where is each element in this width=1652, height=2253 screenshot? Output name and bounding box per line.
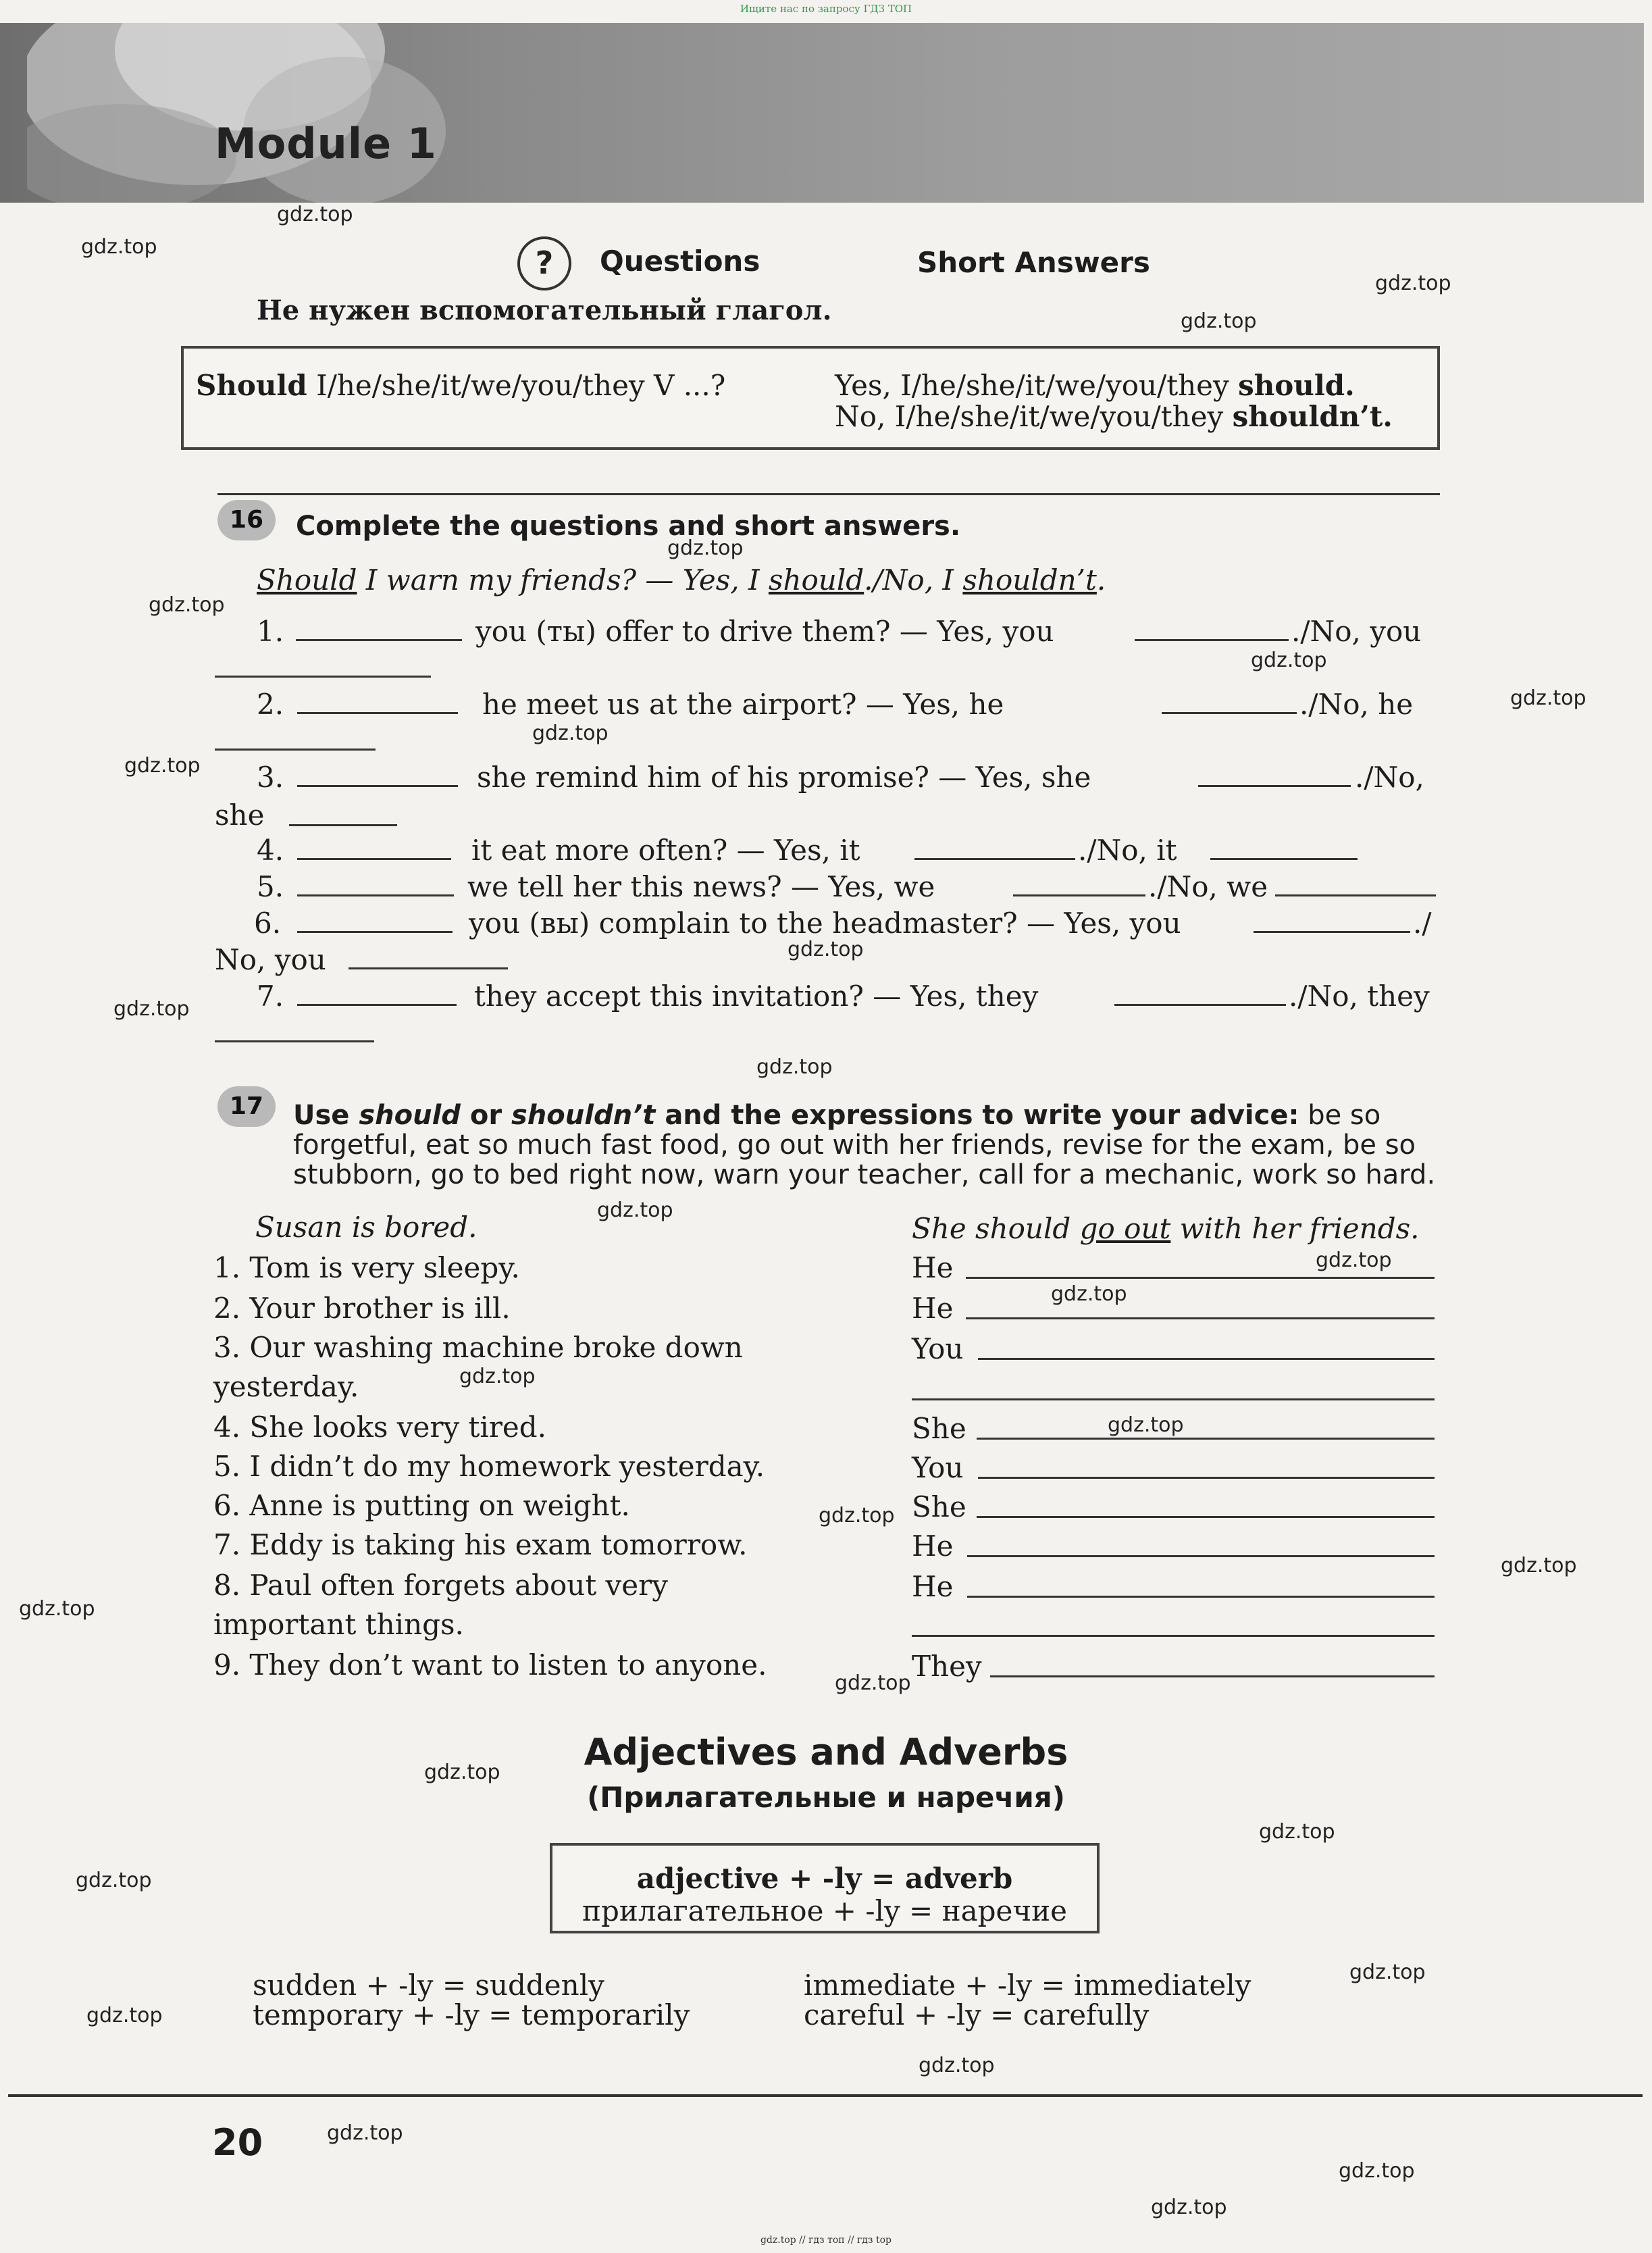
- ex17-example-advice: [912, 1212, 1420, 1245]
- question-mark-icon: ?: [517, 236, 571, 290]
- ex17-situation-wrap: important things.: [213, 1608, 464, 1641]
- ex16-item-text: you (вы) complain to the headmaster? — Yes, you: [469, 907, 1181, 940]
- watermark: gdz.top: [1259, 1820, 1335, 1844]
- ex16-answer-blank[interactable]: [1254, 931, 1410, 933]
- ex17-situation-wrap: yesterday.: [213, 1370, 359, 1403]
- ex16-answer-blank[interactable]: [297, 712, 458, 714]
- grammar-note: Не нужен вспомогательный глагол.: [257, 295, 832, 326]
- ex17-subject: They: [912, 1650, 982, 1683]
- ex17-instruction-part: should: [359, 1100, 461, 1131]
- ex16-answer-blank[interactable]: [297, 1004, 457, 1006]
- watermark: gdz.top: [835, 1671, 911, 1695]
- example-question-rest: I warn my friends? — Yes, I: [357, 563, 769, 597]
- ex16-answer-blank[interactable]: [1013, 894, 1145, 896]
- ex16-item-number: 5.: [257, 870, 284, 903]
- ex16-answer-blank[interactable]: [1135, 639, 1289, 641]
- example-advice-pre: She should: [912, 1212, 1080, 1245]
- top-search-link[interactable]: Ищите нас по запросу ГДЗ ТОП: [740, 3, 912, 15]
- example-mid: ./No, I: [864, 563, 963, 597]
- section-divider: [217, 493, 1440, 495]
- watermark: gdz.top: [277, 203, 353, 226]
- ex16-item-number: 3.: [257, 761, 284, 794]
- adverb-example: sudden + -ly = suddenly: [253, 1969, 604, 2002]
- watermark: gdz.top: [667, 536, 744, 560]
- rule-yes-answer: [835, 369, 1355, 402]
- watermark: gdz.top: [756, 1055, 833, 1079]
- ex16-item-tail: ./No, he: [1299, 688, 1414, 721]
- ex16-item-number: 1.: [257, 615, 284, 648]
- adverb-example: immediate + -ly = immediately: [804, 1969, 1251, 2002]
- ex17-answer-line[interactable]: [978, 1477, 1435, 1479]
- watermark: gdz.top: [1501, 1554, 1577, 1577]
- exercise-17-instruction: [293, 1100, 1380, 1131]
- watermark: gdz.top: [1151, 2196, 1227, 2219]
- ex17-subject: You: [912, 1451, 964, 1484]
- rule-question-rest: I/he/she/it/we/you/they V ...?: [316, 369, 726, 402]
- example-yes-word: should: [768, 563, 864, 597]
- exercise-16-badge: 16: [217, 500, 276, 540]
- watermark: gdz.top: [1051, 1282, 1127, 1306]
- ex16-answer-blank[interactable]: [297, 894, 454, 896]
- ex17-instruction-part: or: [460, 1100, 511, 1131]
- watermark: gdz.top: [86, 2004, 163, 2027]
- watermark: gdz.top: [1349, 1960, 1426, 1984]
- ex16-answer-blank[interactable]: [289, 824, 397, 826]
- ex17-situation: 4. She looks very tired.: [213, 1411, 547, 1444]
- rule-no-prefix: No, I/he/she/it/we/you/they: [835, 400, 1224, 433]
- watermark: gdz.top: [819, 1504, 895, 1527]
- ex17-situation: 8. Paul often forgets about very: [213, 1569, 668, 1602]
- ex17-answer-line[interactable]: [978, 1358, 1435, 1360]
- watermark: gdz.top: [113, 997, 190, 1021]
- rule-no-answer: [835, 400, 1393, 433]
- ex17-situation: 2. Your brother is ill.: [213, 1292, 511, 1325]
- ex16-item-tail: ./No, you: [1291, 615, 1422, 648]
- ex16-item-text: he meet us at the airport? — Yes, he: [482, 688, 1004, 721]
- ex16-item-text: she remind him of his promise? — Yes, she: [477, 761, 1091, 794]
- ex17-situation: 5. I didn’t do my homework yesterday.: [213, 1450, 765, 1483]
- ex16-item-text: it eat more often? — Yes, it: [471, 834, 860, 867]
- example-end: .: [1096, 563, 1106, 597]
- questions-heading: Questions: [600, 245, 760, 278]
- ex16-item-number: 7.: [257, 980, 284, 1013]
- ex16-answer-blank[interactable]: [297, 785, 458, 787]
- ex17-situation: 1. Tom is very sleepy.: [213, 1251, 520, 1284]
- ex17-situation: 9. They don’t want to listen to anyone.: [213, 1648, 767, 1681]
- ex17-answer-line[interactable]: [967, 1596, 1435, 1598]
- ex17-subject: He: [912, 1251, 954, 1284]
- ex17-situation: 6. Anne is putting on weight.: [213, 1489, 630, 1522]
- ex17-instruction-part: Use: [293, 1100, 359, 1131]
- ex16-item-tail: ./No, it: [1078, 834, 1177, 867]
- ex17-answer-line[interactable]: [977, 1438, 1435, 1440]
- ex16-item-tail: ./No,: [1355, 761, 1424, 794]
- rule-question-bold: Should: [196, 369, 307, 402]
- ex16-item-tail: ./No, we: [1148, 870, 1268, 903]
- ex16-answer-blank[interactable]: [296, 639, 462, 641]
- ex17-answer-line[interactable]: [990, 1675, 1435, 1677]
- adverb-rule-line: adjective + -ly = adverb: [636, 1862, 1013, 1895]
- ex17-expressions-line: stubborn, go to bed right now, warn your teacher, call for a mechanic, work so hard.: [293, 1159, 1436, 1190]
- ex16-answer-blank[interactable]: [1275, 894, 1436, 896]
- ex16-answer-blank[interactable]: [1162, 712, 1297, 714]
- watermark: gdz.top: [19, 1597, 95, 1621]
- ex16-answer-blank[interactable]: [1114, 1004, 1286, 1006]
- watermark: gdz.top: [459, 1365, 536, 1388]
- exercise-16-example: [257, 563, 1106, 597]
- rule-question: [196, 369, 725, 402]
- ex17-subject: He: [912, 1529, 954, 1563]
- ex16-answer-blank[interactable]: [1210, 858, 1358, 860]
- adverb-example: careful + -ly = carefully: [804, 1998, 1150, 2031]
- watermark: gdz.top: [597, 1198, 673, 1222]
- watermark: gdz.top: [1339, 2159, 1415, 2183]
- module-title: Module 1: [215, 119, 437, 168]
- ex16-item-text: they accept this invitation? — Yes, they: [474, 980, 1039, 1013]
- ex17-answer-line[interactable]: [912, 1398, 1435, 1400]
- ex17-answer-line[interactable]: [966, 1317, 1435, 1319]
- watermark: gdz.top: [788, 938, 864, 961]
- ex16-item-wrap: she: [215, 799, 265, 832]
- ex17-subject: He: [912, 1292, 954, 1325]
- watermark: gdz.top: [76, 1869, 152, 1892]
- ex17-instruction-part: and the expressions to write your advice:: [655, 1100, 1299, 1131]
- ex17-subject: You: [912, 1332, 964, 1365]
- watermark: gdz.top: [124, 754, 201, 778]
- ex17-answer-line[interactable]: [977, 1516, 1435, 1518]
- example-question-word: Should: [257, 563, 357, 597]
- adverb-rule-line: прилагательное + -ly = наречие: [582, 1894, 1067, 1927]
- ex17-subject: She: [912, 1412, 966, 1445]
- exercise-16-instruction: Complete the questions and short answers.: [296, 511, 961, 542]
- watermark: gdz.top: [1251, 649, 1327, 672]
- example-advice-post: with her friends.: [1170, 1212, 1420, 1245]
- ex17-example-situation: Susan is bored.: [255, 1211, 477, 1244]
- ex16-item-tail: ./: [1413, 907, 1432, 940]
- footer-divider: [8, 2094, 1643, 2097]
- rule-yes-bold: should.: [1238, 369, 1355, 402]
- ex16-answer-blank[interactable]: [297, 858, 451, 860]
- rule-yes-prefix: Yes, I/he/she/it/we/you/they: [835, 369, 1229, 402]
- ex16-item-number: 2.: [257, 688, 284, 721]
- bottom-site-link[interactable]: gdz.top // гдз топ // гдз top: [760, 2235, 892, 2246]
- watermark: gdz.top: [532, 722, 609, 745]
- ex16-item-number: 6.: [254, 907, 282, 940]
- ex17-answer-line[interactable]: [966, 1277, 1435, 1279]
- watermark: gdz.top: [81, 235, 157, 259]
- header-decoration: [27, 23, 500, 203]
- adverb-example: temporary + -ly = temporarily: [253, 1998, 690, 2031]
- short-answers-heading: Short Answers: [917, 246, 1150, 279]
- watermark: gdz.top: [1316, 1248, 1392, 1272]
- watermark: gdz.top: [1510, 686, 1586, 710]
- adjectives-title: Adjectives and Adverbs: [584, 1731, 1068, 1773]
- ex16-item-tail: ./No, they: [1289, 980, 1430, 1013]
- ex16-answer-blank[interactable]: [215, 749, 376, 751]
- ex16-answer-blank[interactable]: [297, 931, 453, 933]
- ex16-item-wrap: No, you: [215, 943, 326, 976]
- watermark: gdz.top: [1181, 309, 1257, 333]
- example-advice-underlined: go out: [1079, 1212, 1171, 1245]
- ex16-answer-blank[interactable]: [1198, 785, 1351, 787]
- page-number: 20: [212, 2121, 263, 2164]
- ex16-answer-blank[interactable]: [215, 1040, 374, 1042]
- watermark: gdz.top: [1375, 272, 1451, 295]
- watermark: gdz.top: [149, 593, 225, 617]
- example-no-word: shouldn’t: [962, 563, 1097, 597]
- ex16-answer-blank[interactable]: [349, 967, 508, 969]
- ex17-expressions-line: forgetful, eat so much fast food, go out with her friends, revise for the exam, be so: [293, 1130, 1416, 1161]
- ex17-subject: He: [912, 1570, 954, 1603]
- adjectives-subtitle: (Прилагательные и наречия): [587, 1781, 1065, 1814]
- watermark: gdz.top: [1108, 1413, 1184, 1437]
- ex17-situation: 7. Eddy is taking his exam tomorrow.: [213, 1528, 748, 1561]
- ex17-expressions-start: be so: [1308, 1100, 1381, 1131]
- ex17-subject: She: [912, 1490, 966, 1523]
- ex17-instruction-part: shouldn’t: [511, 1100, 656, 1131]
- watermark: gdz.top: [327, 2121, 403, 2145]
- watermark: gdz.top: [919, 2054, 995, 2077]
- ex16-answer-blank[interactable]: [914, 858, 1075, 860]
- ex16-answer-blank[interactable]: [215, 676, 431, 678]
- ex17-situation: 3. Our washing machine broke down: [213, 1331, 743, 1364]
- ex16-item-number: 4.: [257, 834, 284, 867]
- ex17-answer-line[interactable]: [912, 1635, 1435, 1637]
- rule-no-bold: shouldn’t.: [1232, 400, 1393, 433]
- ex16-item-text: we tell her this news? — Yes, we: [467, 870, 935, 903]
- ex16-item-text: you (ты) offer to drive them? — Yes, you: [475, 615, 1054, 648]
- watermark: gdz.top: [424, 1761, 500, 1784]
- ex17-answer-line[interactable]: [967, 1555, 1435, 1557]
- exercise-17-badge: 17: [217, 1086, 276, 1127]
